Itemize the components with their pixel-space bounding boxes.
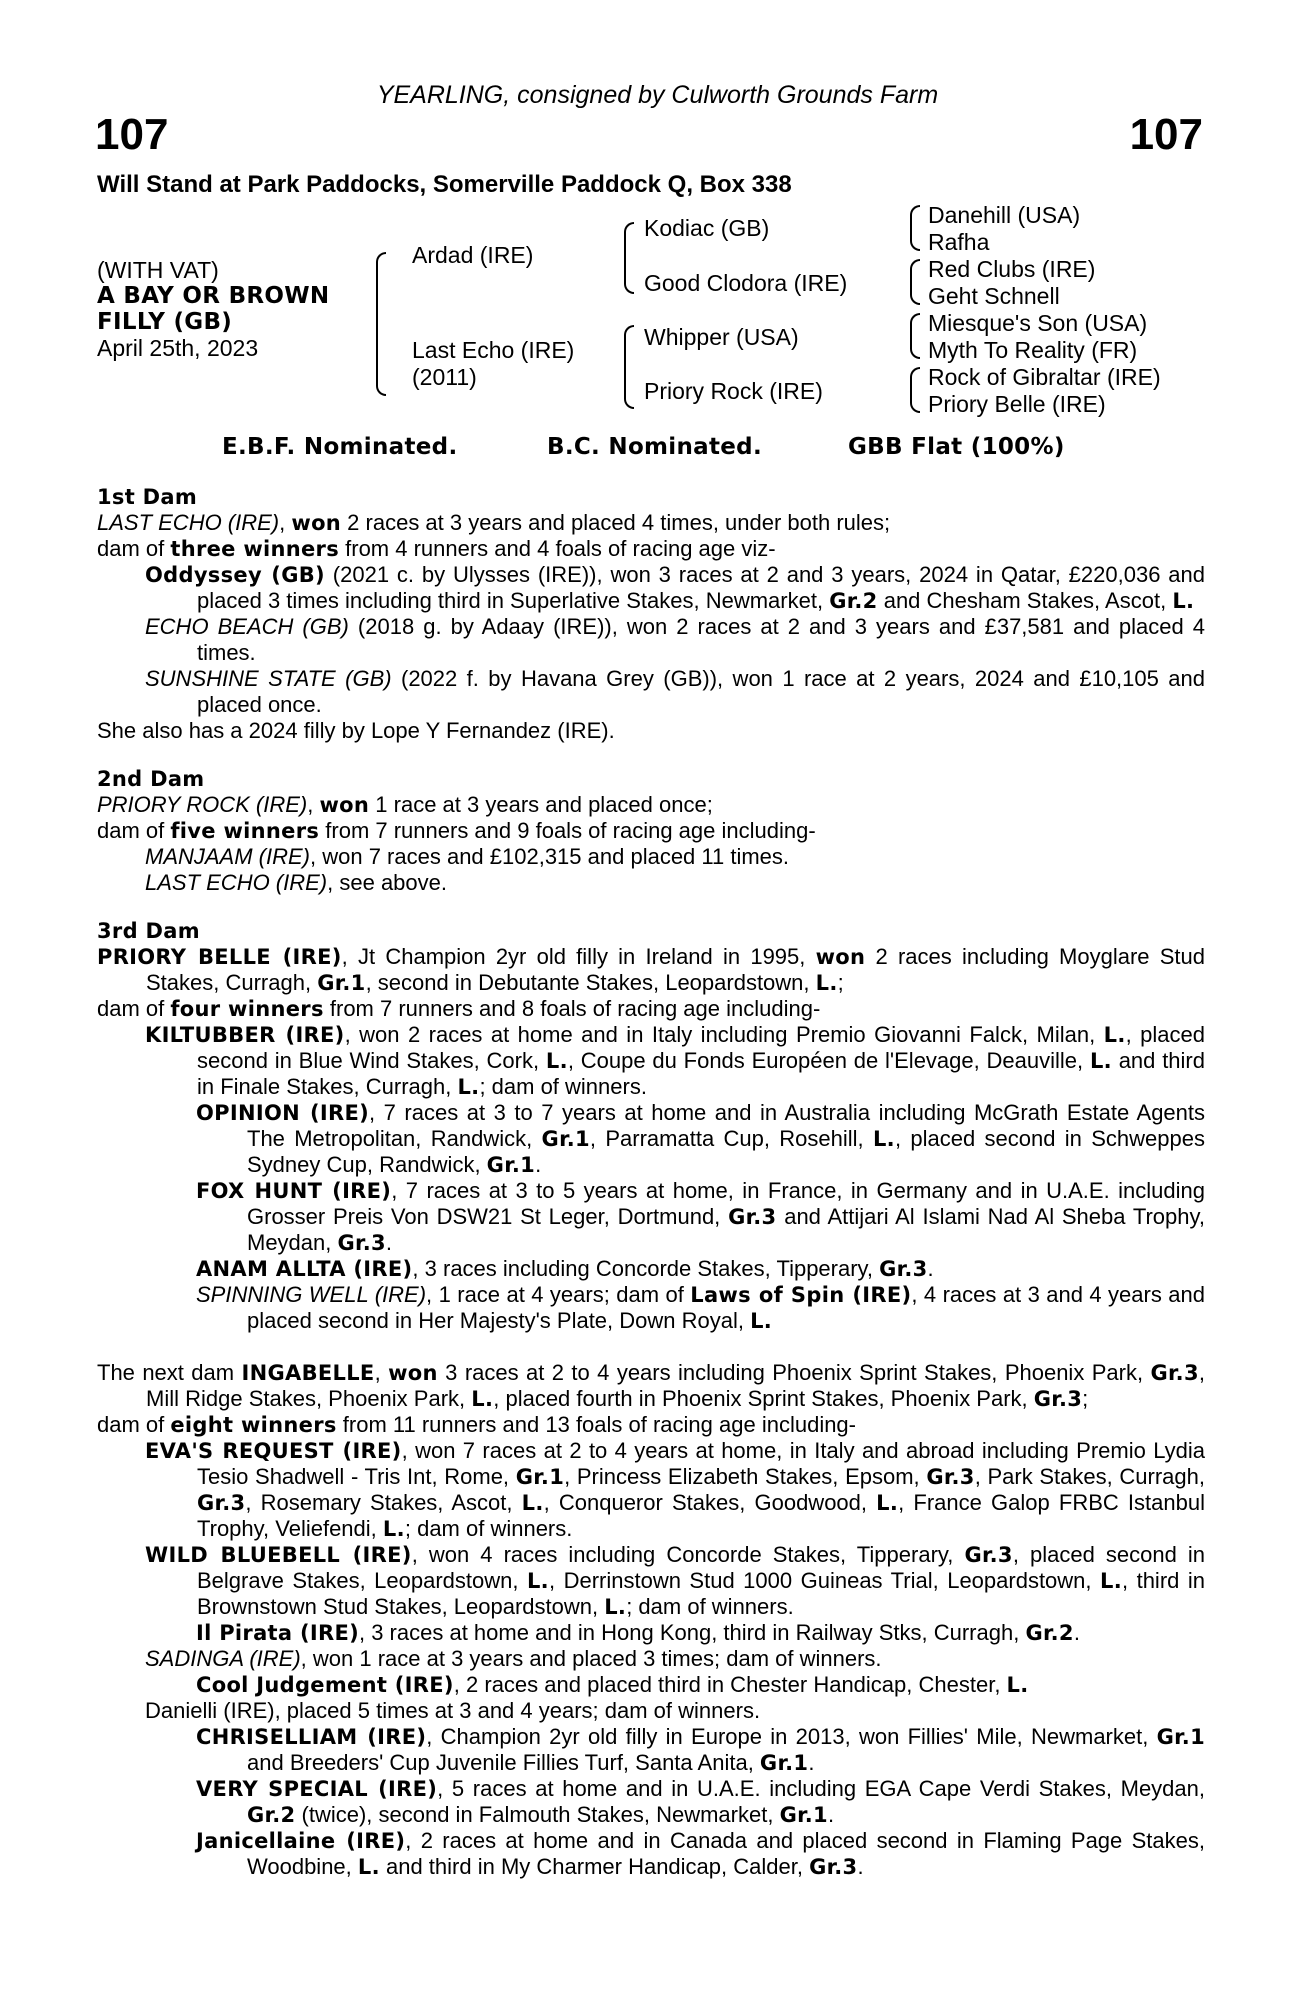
- produce-wild-bluebell: WILD BLUEBELL (IRE), won 4 races including Concorde Stakes, Tipperary, Gr.3, placed second in Belgrave Stakes, Leopardstown, L., Derrinstown Stud 1000 Guineas Trial, Leopardstown, L., third in Brownstown Stud Stakes, Leopardstown, L.; dam of winners.: [145, 1542, 1206, 1619]
- produce-janicellaine: Janicellaine (IRE), 2 races at home and in Canada and placed second in Flaming Page Stakes, Woodbine, L. and third in My Charmer Handicap, Calder, Gr.3.: [196, 1828, 1205, 1879]
- bc-nominated: B.C. Nominated.: [547, 434, 762, 460]
- pedigree-brace-g3: [910, 313, 920, 359]
- stand-location: Will Stand at Park Paddocks, Somerville Paddock Q, Box 338: [97, 171, 792, 198]
- pedigree-dds: Rock of Gibraltar (IRE): [928, 364, 1161, 390]
- produce-spinning-well: SPINNING WELL (IRE), 1 race at 4 years; dam of Laws of Spin (IRE), 4 races at 3 and 4 years and placed second in Her Majesty's Plate, Down Royal, L.: [196, 1282, 1205, 1333]
- pedigree-brace-main: [376, 252, 386, 396]
- first-dam-produce: dam of three winners from 4 runners and 4 foals of racing age viz-: [97, 536, 776, 561]
- produce-manjaam: MANJAAM (IRE), won 7 races and £102,315 and placed 11 times.: [145, 844, 790, 869]
- produce-danielli: Danielli (IRE), placed 5 times at 3 and 4 years; dam of winners.: [145, 1698, 761, 1723]
- produce-oddyssey: Oddyssey (GB) (2021 c. by Ulysses (IRE)), won 3 races at 2 and 3 years, 2024 in Qatar, £220,036 and placed 3 times including third in Superlative Stakes, Newmarket, Gr.2 and Chesham Stakes, Ascot, L.: [145, 562, 1206, 613]
- pedigree-sdd: Geht Schnell: [928, 283, 1060, 309]
- pedigree-brace-g4: [910, 367, 920, 413]
- horse-name-line2: FILLY (GB): [97, 309, 233, 335]
- produce-very-special: VERY SPECIAL (IRE), 5 races at home and in U.A.E. including EGA Cape Verdi Stakes, Meydan, Gr.2 (twice), second in Falmouth Stakes, Newmarket, Gr.1.: [196, 1776, 1205, 1827]
- first-dam-record: LAST ECHO (IRE), won 2 races at 3 years and placed 4 times, under both rules;: [97, 510, 891, 535]
- pedigree-sire-sire: Kodiac (GB): [644, 215, 770, 241]
- catalogue-text: [97, 484, 1205, 1880]
- vat-note: (WITH VAT): [97, 257, 219, 283]
- pedigree-dsd: Myth To Reality (FR): [928, 337, 1138, 363]
- pedigree-dam-sire: Whipper (USA): [644, 324, 799, 350]
- third-dam-produce: dam of four winners from 7 runners and 8 foals of racing age including-: [97, 996, 821, 1021]
- pedigree-sire: Ardad (IRE): [412, 242, 534, 268]
- produce-kiltubber: KILTUBBER (IRE), won 2 races at home and in Italy including Premio Giovanni Falck, Milan, L., placed second in Blue Wind Stakes, Cork, L., Coupe du Fonds Européen de l'Elevage, Deauville, L. and third in Finale Stakes, Curragh, L.; dam of winners.: [145, 1022, 1205, 1099]
- produce-cool-judgement: Cool Judgement (IRE), 2 races and placed third in Chester Handicap, Chester, L.: [196, 1672, 1029, 1697]
- produce-evas-request: EVA'S REQUEST (IRE), won 7 races at 2 to 4 years at home, in Italy and abroad including Premio Lydia Tesio Shadwell - Tris Int, Rome, Gr.1, Princess Elizabeth Stakes, Epsom, Gr.3, Park Stakes, Curragh, Gr.3, Rosemary Stakes, Ascot, L., Conqueror Stakes, Goodwood, L., France Galop FRBC Istanbul Trophy, Veliefendi, L.; dam of winners.: [145, 1438, 1205, 1541]
- pedigree-dss: Miesque's Son (USA): [928, 310, 1148, 336]
- produce-2024-filly: She also has a 2024 filly by Lope Y Fernandez (IRE).: [97, 718, 615, 743]
- produce-chriselliam: CHRISELLIAM (IRE), Champion 2yr old filly in Europe in 2013, won Fillies' Mile, Newmarket, Gr.1 and Breeders' Cup Juvenile Fillies Turf, Santa Anita, Gr.1.: [196, 1724, 1205, 1775]
- pedigree-sds: Red Clubs (IRE): [928, 256, 1096, 282]
- lot-number-right: 107: [1129, 110, 1203, 159]
- next-dam-record: The next dam INGABELLE, won 3 races at 2 to 4 years including Phoenix Sprint Stakes, Phoenix Park, Gr.3, Mill Ridge Stakes, Phoenix Park, L., placed fourth in Phoenix Sprint Stakes, Phoenix Park, Gr.3;: [97, 1360, 1205, 1411]
- second-dam-record: PRIORY ROCK (IRE), won 1 race at 3 years and placed once;: [97, 792, 713, 817]
- foaling-date: April 25th, 2023: [97, 335, 259, 361]
- produce-opinion: OPINION (IRE), 7 races at 3 to 7 years at home and in Australia including McGrath Estate Agents The Metropolitan, Randwick, Gr.1, Parramatta Cup, Rosehill, L., placed second in Schweppes Sydney Cup, Randwick, Gr.1.: [196, 1100, 1206, 1177]
- third-dam-record: PRIORY BELLE (IRE), Jt Champion 2yr old filly in Ireland in 1995, won 2 races including Moyglare Stud Stakes, Curragh, Gr.1, second in Debutante Stakes, Leopardstown, L.;: [97, 944, 1205, 995]
- pedigree-ssd: Rafha: [928, 229, 990, 255]
- lot-number-left: 107: [95, 110, 169, 159]
- pedigree-brace-g1: [910, 205, 920, 251]
- next-dam-produce: dam of eight winners from 11 runners and 13 foals of racing age including-: [97, 1412, 856, 1437]
- ebf-nominated: E.B.F. Nominated.: [222, 434, 458, 460]
- pedigree-brace-dam: [624, 325, 634, 409]
- produce-anam-allta: ANAM ALLTA (IRE), 3 races including Concorde Stakes, Tipperary, Gr.3.: [196, 1256, 934, 1281]
- pedigree-brace-sire: [624, 222, 634, 294]
- gbb-flat: GBB Flat (100%): [848, 434, 1065, 460]
- horse-identity: [97, 257, 329, 361]
- produce-il-pirata: Il Pirata (IRE), 3 races at home and in Hong Kong, third in Railway Stks, Curragh, Gr.2.: [196, 1620, 1080, 1645]
- produce-echo-beach: ECHO BEACH (GB) (2018 g. by Adaay (IRE)), won 2 races at 2 and 3 years and £37,581 and placed 4 times.: [145, 614, 1205, 665]
- produce-sunshine-state: SUNSHINE STATE (GB) (2022 f. by Havana Grey (GB)), won 1 race at 2 years, 2024 and £10,105 and placed once.: [145, 666, 1205, 717]
- pedigree-sire-dam: Good Clodora (IRE): [644, 270, 848, 296]
- produce-sadinga: SADINGA (IRE), won 1 race at 3 years and placed 3 times; dam of winners.: [145, 1646, 882, 1671]
- pedigree-dam-year: (2011): [412, 364, 477, 390]
- pedigree-dam-dam: Priory Rock (IRE): [644, 378, 823, 404]
- pedigree-dam: Last Echo (IRE): [412, 337, 575, 363]
- produce-fox-hunt: FOX HUNT (IRE), 7 races at 3 to 5 years at home, in France, in Germany and in U.A.E. including Grosser Preis Von DSW21 St Leger, Dortmund, Gr.3 and Attijari Al Islami Nad Al Sheba Trophy, Meydan, Gr.3.: [196, 1178, 1205, 1255]
- pedigree-ddd: Priory Belle (IRE): [928, 391, 1106, 417]
- third-dam-heading: 3rd Dam: [97, 919, 200, 943]
- horse-name-line1: A BAY OR BROWN: [97, 283, 330, 309]
- second-dam-produce: dam of five winners from 7 runners and 9 foals of racing age including-: [97, 818, 816, 843]
- first-dam-heading: 1st Dam: [97, 485, 198, 509]
- pedigree-sss: Danehill (USA): [928, 202, 1081, 228]
- consigned-by: YEARLING, consigned by Culworth Grounds Farm: [376, 81, 939, 109]
- second-dam-heading: 2nd Dam: [97, 767, 205, 791]
- pedigree-brace-g2: [910, 259, 920, 305]
- produce-last-echo: LAST ECHO (IRE), see above.: [145, 870, 448, 895]
